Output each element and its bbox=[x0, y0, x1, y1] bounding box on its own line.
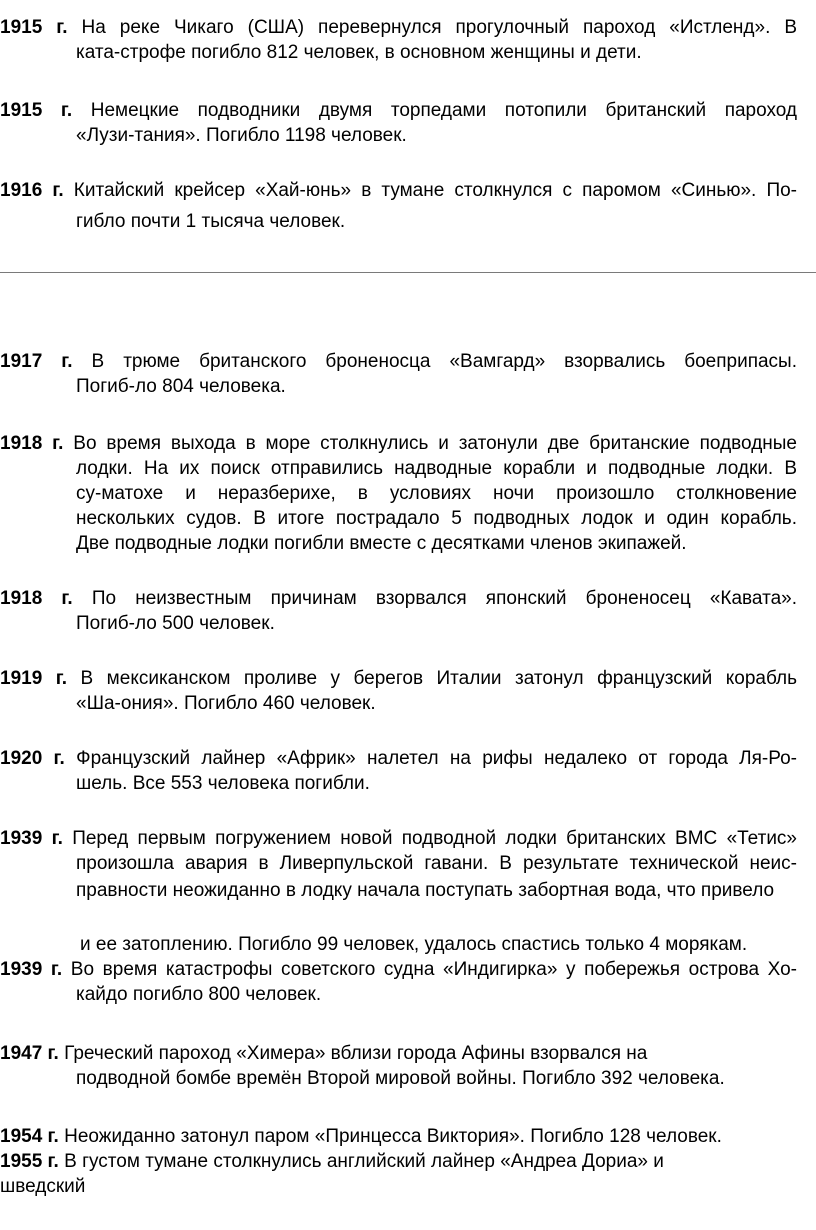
entry-line: и ее затоплению. Погибло 99 человек, удалось спастись только 4 морякам. bbox=[80, 934, 748, 955]
entry-year: 1939 г. bbox=[0, 959, 63, 980]
entry-1920-afrique bbox=[0, 746, 797, 796]
entry-line: 1955 г. В густом тумане столкнулись английский лайнер «Андреа Дориа» и bbox=[0, 1151, 664, 1172]
entry-line: Погиб-ло 500 человек. bbox=[76, 613, 275, 634]
entry-1915-eastland bbox=[0, 15, 797, 65]
entry-year: 1918 г. bbox=[0, 433, 64, 454]
entry-line: шведский bbox=[0, 1176, 86, 1197]
entry-line: 1915 г. Немецкие подводники двумя торпедами потопили британский пароход bbox=[0, 100, 797, 121]
entry-year: 1947 г. bbox=[0, 1043, 59, 1064]
entry-line: правности неожиданно в лодку начала поступать забортная вода, что привело bbox=[76, 880, 775, 901]
entry-line: 1919 г. В мексиканском проливе у берегов Италии затонул французский корабль bbox=[0, 668, 797, 689]
entry-line: Две подводные лодки погибли вместе с десятками членов экипажей. bbox=[76, 533, 687, 554]
entry-1955-andrea-doria bbox=[0, 1149, 797, 1199]
page-divider bbox=[0, 272, 816, 273]
entry-year: 1915 г. bbox=[0, 17, 68, 38]
entry-year: 1916 г. bbox=[0, 180, 64, 201]
entry-1918-kawachi bbox=[0, 586, 797, 636]
entry-1915-lusitania bbox=[0, 98, 797, 148]
entry-line: су-матохе и неразберихе, в условиях ночи произошло столкновение bbox=[76, 483, 797, 504]
entry-line: 1939 г. Во время катастрофы советского судна «Индигирка» у побережья острова Хо- bbox=[0, 959, 797, 980]
entry-line: Погиб-ло 804 человека. bbox=[76, 376, 286, 397]
entry-1917-vanguard bbox=[0, 349, 797, 399]
entry-line: 1954 г. Неожиданно затонул паром «Принцесса Виктория». Погибло 128 человек. bbox=[0, 1126, 722, 1147]
entry-year: 1918 г. bbox=[0, 588, 73, 609]
entry-line: 1918 г. По неизвестным причинам взорвался японский броненосец «Кавата». bbox=[0, 588, 797, 609]
entry-1939-thetis bbox=[0, 826, 797, 903]
entry-year: 1955 г. bbox=[0, 1151, 59, 1172]
entry-line: гибло почти 1 тысяча человек. bbox=[76, 211, 346, 232]
entry-line: «Лузи-тания». Погибло 1198 человек. bbox=[76, 125, 407, 146]
entry-line: 1916 г. Китайский крейсер «Хай-юнь» в тумане столкнулся с паромом «Синью». По- bbox=[0, 180, 798, 201]
entry-year: 1915 г. bbox=[0, 100, 73, 121]
entry-line: 1918 г. Во время выхода в море столкнулись и затонули две британские подводные bbox=[0, 433, 798, 454]
entry-line: ката-строфе погибло 812 человек, в основном женщины и дети. bbox=[76, 42, 642, 63]
entry-line: «Ша-ония». Погибло 460 человек. bbox=[76, 693, 376, 714]
entry-line: произошла авария в Ливерпульской гавани. В результате технической неис- bbox=[76, 853, 797, 874]
entry-line: 1920 г. Французский лайнер «Африк» налетел на рифы недалеко от города Ля-Ро- bbox=[0, 748, 797, 769]
entry-line: шель. Все 553 человека погибли. bbox=[76, 773, 370, 794]
entry-line: 1939 г. Перед первым погружением новой подводной лодки британских ВМС «Тетис» bbox=[0, 828, 797, 849]
entry-line: нескольких судов. В итоге пострадало 5 подводных лодок и один корабль. bbox=[76, 508, 797, 529]
entry-year: 1939 г. bbox=[0, 828, 63, 849]
entry-year: 1954 г. bbox=[0, 1126, 59, 1147]
entry-line: лодки. На их поиск отправились надводные корабли и подводные лодки. В bbox=[76, 458, 797, 479]
entry-year: 1919 г. bbox=[0, 668, 68, 689]
entry-1916-hai-yun bbox=[0, 178, 797, 234]
entry-line: 1917 г. В трюме британского броненосца «Вамгард» взорвались боеприпасы. bbox=[0, 351, 797, 372]
entry-year: 1920 г. bbox=[0, 748, 65, 769]
entry-line: подводной бомбе времён Второй мировой войны. Погибло 392 человека. bbox=[76, 1068, 725, 1089]
entry-1947-himara bbox=[0, 1041, 797, 1091]
entry-1919-chaouia bbox=[0, 666, 797, 716]
entry-1954-princess-victoria bbox=[0, 1124, 797, 1149]
entry-year: 1917 г. bbox=[0, 351, 73, 372]
entry-line: 1947 г. Греческий пароход «Химера» вблизи города Афины взорвался на bbox=[0, 1043, 648, 1064]
entry-1918-submarines bbox=[0, 431, 797, 556]
entry-line: 1915 г. На реке Чикаго (США) перевернулся прогулочный пароход «Истленд». В bbox=[0, 17, 797, 38]
entry-1939-thetis-continued bbox=[0, 932, 797, 957]
entry-line: кайдо погибло 800 человек. bbox=[76, 984, 322, 1005]
entry-1939-indigirka bbox=[0, 957, 797, 1007]
